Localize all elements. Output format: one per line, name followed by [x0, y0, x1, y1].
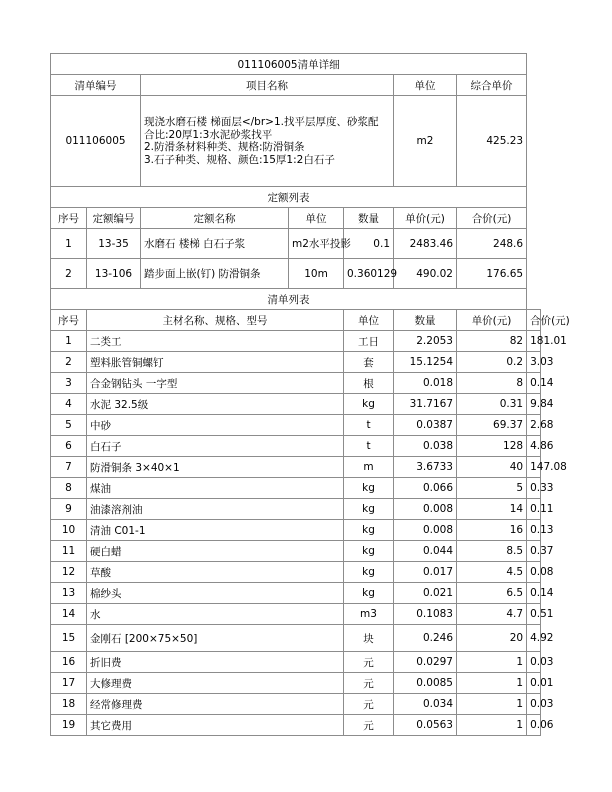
quota-section-row	[51, 187, 541, 208]
material-cell: 6.5	[457, 583, 527, 604]
price-header: 综合单价	[457, 75, 527, 96]
material-cell: 中砂	[87, 415, 344, 436]
material-cell: 12	[51, 562, 87, 583]
material-cell: 0.018	[394, 373, 457, 394]
material-row	[51, 583, 541, 604]
materials-section-title: 清单列表	[51, 289, 527, 310]
material-cell: 经常修理费	[87, 694, 344, 715]
material-row	[51, 520, 541, 541]
quota-col-header: 单位	[289, 208, 344, 229]
bill-detail-table	[50, 53, 570, 736]
material-cell: 14	[457, 499, 527, 520]
item-row	[51, 96, 541, 187]
material-cell: 8	[51, 478, 87, 499]
item-desc-line: 合比:20厚1:3水泥砂浆找平	[144, 128, 273, 141]
material-cell: 4.7	[457, 604, 527, 625]
material-row	[51, 394, 541, 415]
quota-col-header: 数量	[344, 208, 394, 229]
material-cell: kg	[344, 583, 394, 604]
material-cell: 元	[344, 694, 394, 715]
material-cell: 0.0387	[394, 415, 457, 436]
material-row	[51, 373, 541, 394]
material-cell: t	[344, 436, 394, 457]
material-cell: 0.017	[394, 562, 457, 583]
material-cell: 3.03	[527, 352, 541, 373]
quota-cell: m2水平投影	[289, 229, 344, 259]
quota-header-row	[51, 208, 541, 229]
material-cell: 9	[51, 499, 87, 520]
material-row	[51, 715, 541, 736]
item-unit: m2	[394, 96, 457, 187]
material-cell: 82	[457, 331, 527, 352]
materials-col-header: 单价(元)	[457, 310, 527, 331]
material-cell: 草酸	[87, 562, 344, 583]
quota-cell: 2	[51, 259, 87, 289]
material-cell: kg	[344, 541, 394, 562]
material-row	[51, 673, 541, 694]
material-row	[51, 541, 541, 562]
quota-cell: 13-106	[87, 259, 141, 289]
material-cell: 0.0297	[394, 652, 457, 673]
material-cell: m3	[344, 604, 394, 625]
material-cell: 0.038	[394, 436, 457, 457]
material-cell: 69.37	[457, 415, 527, 436]
material-cell: kg	[344, 478, 394, 499]
materials-col-header: 序号	[51, 310, 87, 331]
quota-col-header: 合价(元)	[457, 208, 527, 229]
materials-header-row	[51, 310, 541, 331]
material-row	[51, 652, 541, 673]
material-cell: 0.2	[457, 352, 527, 373]
material-cell: 其它费用	[87, 715, 344, 736]
material-cell: 0.13	[527, 520, 541, 541]
materials-col-header: 单位	[344, 310, 394, 331]
material-cell: 7	[51, 457, 87, 478]
material-cell: 工日	[344, 331, 394, 352]
material-cell: 4.5	[457, 562, 527, 583]
material-row	[51, 331, 541, 352]
name-header: 项目名称	[141, 75, 394, 96]
material-cell: 水泥 32.5级	[87, 394, 344, 415]
material-cell: kg	[344, 562, 394, 583]
title-row	[51, 54, 541, 75]
material-cell: 油漆溶剂油	[87, 499, 344, 520]
material-cell: 16	[51, 652, 87, 673]
material-cell: 0.06	[527, 715, 541, 736]
material-cell: 金刚石 [200×75×50]	[87, 625, 344, 652]
material-cell: 套	[344, 352, 394, 373]
material-row	[51, 625, 541, 652]
quota-cell: 490.02	[394, 259, 457, 289]
materials-col-header: 主材名称、规格、型号	[87, 310, 344, 331]
material-cell: 0.1083	[394, 604, 457, 625]
material-cell: 根	[344, 373, 394, 394]
quota-cell: 0.360129	[344, 259, 394, 289]
material-cell: 0.37	[527, 541, 541, 562]
item-desc-line: 3.石子种类、规格、颜色:15厚1:2白石子	[144, 153, 335, 166]
quota-col-header: 单价(元)	[394, 208, 457, 229]
material-cell: 合金钢钻头 一字型	[87, 373, 344, 394]
material-cell: 塑料胀管铜螺钉	[87, 352, 344, 373]
material-cell: 2.2053	[394, 331, 457, 352]
quota-col-header: 定额编号	[87, 208, 141, 229]
material-cell: 4.92	[527, 625, 541, 652]
quota-col-header: 序号	[51, 208, 87, 229]
quota-col-header: 定额名称	[141, 208, 289, 229]
quota-section-title: 定额列表	[51, 187, 527, 208]
materials-col-header: 数量	[394, 310, 457, 331]
material-cell: 折旧费	[87, 652, 344, 673]
material-cell: 0.31	[457, 394, 527, 415]
table-body	[51, 54, 570, 736]
material-cell: 14	[51, 604, 87, 625]
material-cell: 0.008	[394, 520, 457, 541]
item-header-row	[51, 75, 541, 96]
material-cell: 0.33	[527, 478, 541, 499]
material-row	[51, 436, 541, 457]
material-cell: 128	[457, 436, 527, 457]
material-cell: 煤油	[87, 478, 344, 499]
material-cell: 5	[51, 415, 87, 436]
material-cell: 17	[51, 673, 87, 694]
material-cell: 防滑铜条 3×40×1	[87, 457, 344, 478]
material-cell: 水	[87, 604, 344, 625]
material-cell: 16	[457, 520, 527, 541]
material-row	[51, 415, 541, 436]
material-cell: 31.7167	[394, 394, 457, 415]
material-cell: 0.021	[394, 583, 457, 604]
material-row	[51, 499, 541, 520]
quota-cell: 2483.46	[394, 229, 457, 259]
quota-cell: 1	[51, 229, 87, 259]
material-cell: 0.034	[394, 694, 457, 715]
item-code: 011106005	[51, 96, 141, 187]
material-cell: 0.008	[394, 499, 457, 520]
material-cell: t	[344, 415, 394, 436]
quota-row	[51, 229, 541, 259]
material-cell: 元	[344, 652, 394, 673]
material-cell: 元	[344, 673, 394, 694]
material-cell: kg	[344, 520, 394, 541]
material-cell: 0.14	[527, 373, 541, 394]
material-cell: 0.51	[527, 604, 541, 625]
material-cell: 0.066	[394, 478, 457, 499]
sheet-title: 011106005清单详细	[51, 54, 527, 75]
material-cell: 8	[457, 373, 527, 394]
material-cell: 15.1254	[394, 352, 457, 373]
material-cell: 硬白蜡	[87, 541, 344, 562]
material-cell: 6	[51, 436, 87, 457]
material-cell: 大修理费	[87, 673, 344, 694]
material-cell: 8.5	[457, 541, 527, 562]
material-cell: 清油 C01-1	[87, 520, 344, 541]
material-cell: 0.246	[394, 625, 457, 652]
quota-cell: 10m	[289, 259, 344, 289]
code-header: 清单编号	[51, 75, 141, 96]
material-cell: 1	[457, 694, 527, 715]
material-cell: 18	[51, 694, 87, 715]
item-description	[141, 96, 394, 187]
quota-cell: 13-35	[87, 229, 141, 259]
material-cell: 白石子	[87, 436, 344, 457]
material-cell: 0.14	[527, 583, 541, 604]
material-cell: 1	[457, 652, 527, 673]
material-cell: 棉纱头	[87, 583, 344, 604]
material-cell: 元	[344, 715, 394, 736]
material-cell: kg	[344, 394, 394, 415]
quota-cell: 踏步面上嵌(钉) 防滑铜条	[141, 259, 289, 289]
material-row	[51, 694, 541, 715]
material-cell: 0.0085	[394, 673, 457, 694]
material-cell: 0.01	[527, 673, 541, 694]
material-cell: kg	[344, 499, 394, 520]
material-cell: 4	[51, 394, 87, 415]
material-cell: 9.84	[527, 394, 541, 415]
material-cell: 0.0563	[394, 715, 457, 736]
material-cell: 10	[51, 520, 87, 541]
material-cell: 1	[457, 673, 527, 694]
item-desc-line: 现浇水磨石楼 梯面层</br>1.找平层厚度、砂浆配	[144, 116, 379, 128]
quota-cell: 水磨石 楼梯 白石子浆	[141, 229, 289, 259]
material-cell: 19	[51, 715, 87, 736]
materials-col-header: 合价(元)	[527, 310, 541, 331]
material-cell: 181.01	[527, 331, 541, 352]
material-cell: 2	[51, 352, 87, 373]
quota-cell: 0.1	[344, 229, 394, 259]
material-cell: 3	[51, 373, 87, 394]
material-row	[51, 478, 541, 499]
material-cell: 11	[51, 541, 87, 562]
material-cell: 0.11	[527, 499, 541, 520]
materials-section-row	[51, 289, 541, 310]
unit-header: 单位	[394, 75, 457, 96]
quota-cell: 248.6	[457, 229, 527, 259]
material-cell: 15	[51, 625, 87, 652]
material-cell: 0.08	[527, 562, 541, 583]
material-cell: m	[344, 457, 394, 478]
material-cell: 0.03	[527, 694, 541, 715]
material-cell: 3.6733	[394, 457, 457, 478]
material-cell: 0.03	[527, 652, 541, 673]
material-row	[51, 457, 541, 478]
material-cell: 4.86	[527, 436, 541, 457]
quota-row	[51, 259, 541, 289]
material-cell: 40	[457, 457, 527, 478]
material-cell: 147.08	[527, 457, 541, 478]
quota-cell: 176.65	[457, 259, 527, 289]
material-row	[51, 604, 541, 625]
material-cell: 5	[457, 478, 527, 499]
material-cell: 1	[51, 331, 87, 352]
material-cell: 0.044	[394, 541, 457, 562]
material-row	[51, 352, 541, 373]
material-cell: 块	[344, 625, 394, 652]
item-desc-line: 2.防滑条材料种类、规格:防滑铜条	[144, 141, 305, 153]
material-cell: 二类工	[87, 331, 344, 352]
item-price: 425.23	[457, 96, 527, 187]
material-cell: 13	[51, 583, 87, 604]
material-cell: 2.68	[527, 415, 541, 436]
material-cell: 20	[457, 625, 527, 652]
material-row	[51, 562, 541, 583]
material-cell: 1	[457, 715, 527, 736]
